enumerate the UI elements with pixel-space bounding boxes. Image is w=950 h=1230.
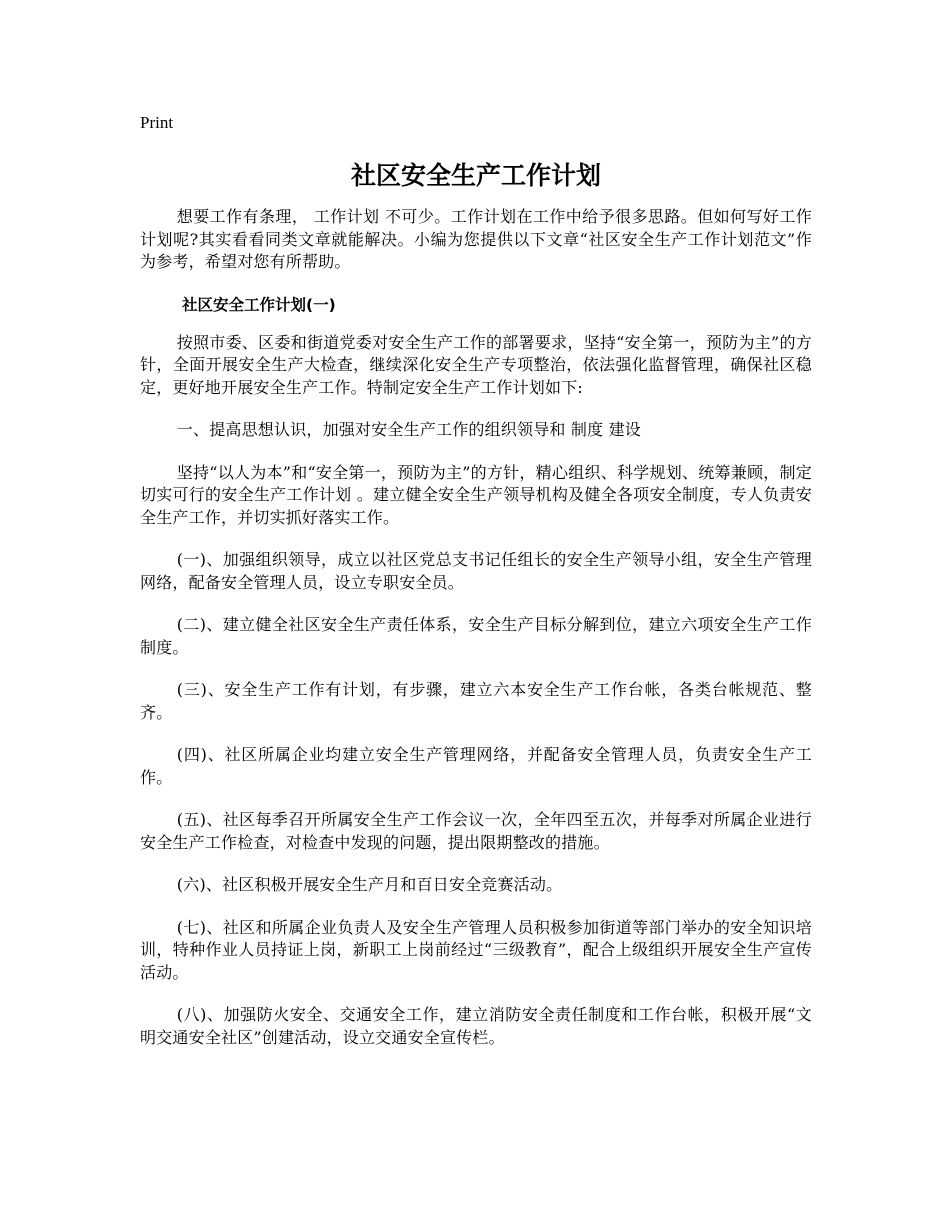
body-paragraph: (四)、社区所属企业均建立安全生产管理网络，并配备安全管理人员，负责安全生产工作。	[140, 745, 812, 787]
document-title: 社区安全生产工作计划	[350, 161, 601, 190]
body-paragraph: (八)、加强防火安全、交通安全工作，建立消防安全责任制度和工作台帐，积极开展“文明交通安全社区”创建活动，设立交通安全宣传栏。	[140, 1005, 812, 1047]
body-paragraph: 坚持“以人为本”和“安全第一，预防为主”的方针，精心组织、科学规划、统筹兼顾，制定切实可行的安全生产工作计划 。建立健全安全生产领导机构及健全各项安全制度，专人负责安全生产工作，并切实抓好落实工作。	[140, 462, 812, 527]
body-paragraph: (五)、社区每季召开所属安全生产工作会议一次，全年四至五次，并每季对所属企业进行安全生产工作检查，对检查中发现的问题，提出限期整改的措施。	[140, 810, 812, 852]
body-paragraph: (三)、安全生产工作有计划，有步骤，建立六本安全生产工作台帐，各类台帐规范、整齐。	[140, 680, 812, 722]
section-subheading: 社区安全工作计划(一)	[182, 295, 336, 314]
body-paragraph: 一、提高思想认识，加强对安全生产工作的组织领导和 制度 建设	[176, 420, 641, 439]
body-paragraph: (七)、社区和所属企业负责人及安全生产管理人员积极参加街道等部门举办的安全知识培训，特种作业人员持证上岗，新职工上岗前经过“三级教育”，配合上级组织开展安全生产宣传活动。	[140, 917, 812, 982]
intro-paragraph: 想要工作有条理， 工作计划 不可少。工作计划在工作中给予很多思路。但如何写好工作计划呢?其实看看同类文章就能解决。小编为您提供以下文章“社区安全生产工作计划范文”作为参考，希望对您有所帮助。	[140, 207, 812, 271]
document-page	[140, 112, 812, 1069]
body-paragraph: 按照市委、区委和街道党委对安全生产工作的部署要求，坚持“安全第一，预防为主”的方针，全面开展安全生产大检查，继续深化安全生产专项整治，依法强化监督管理，确保社区稳定，更好地开展安全生产工作。特制定安全生产工作计划如下:	[140, 332, 812, 397]
body-paragraph: (六)、社区积极开展安全生产月和百日安全竞赛活动。	[176, 875, 563, 894]
body-paragraph: (二)、建立健全社区安全生产责任体系，安全生产目标分解到位，建立六项安全生产工作制度。	[140, 615, 812, 657]
body-paragraph: (一)、加强组织领导，成立以社区党总支书记任组长的安全生产领导小组，安全生产管理网络，配备安全管理人员，设立专职安全员。	[140, 550, 812, 592]
print-label: Print	[140, 113, 174, 132]
